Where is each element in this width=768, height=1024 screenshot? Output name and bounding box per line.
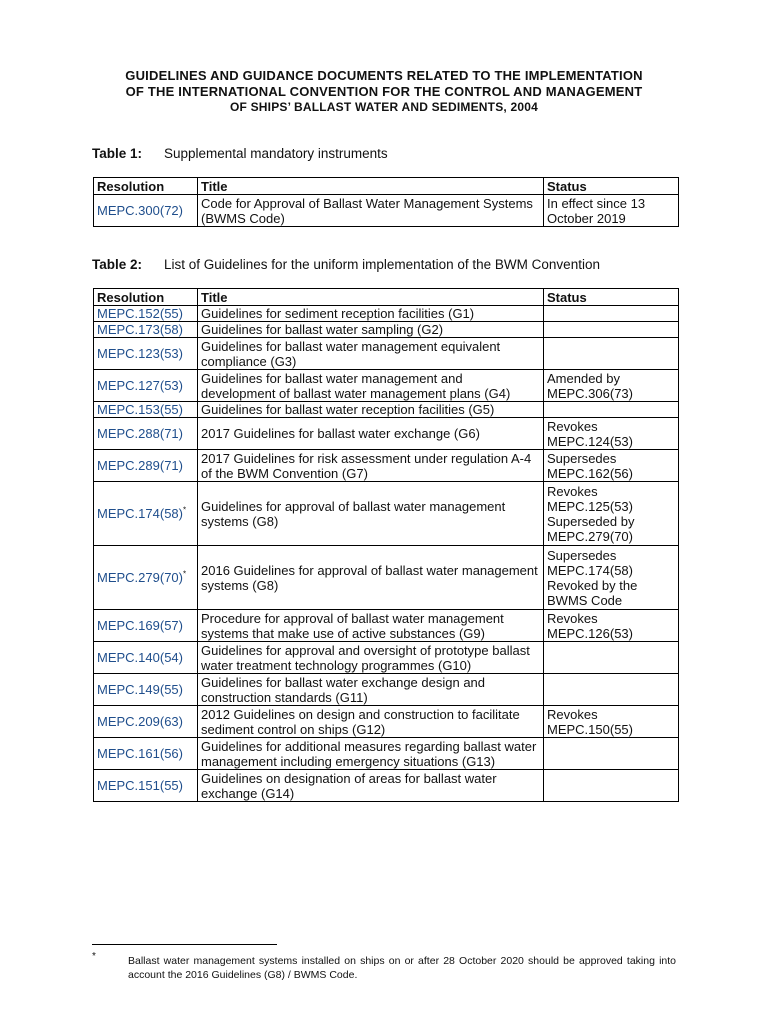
resolution-link[interactable] [94,306,198,322]
table2-header-row [94,289,679,306]
status-cell [544,674,679,706]
table-row [94,370,679,402]
table-row [94,482,679,546]
title-cell: Guidelines for sediment reception facilities (G1) [198,306,544,322]
resolution-link[interactable] [94,642,198,674]
table-row [94,770,679,802]
resolution-text: MEPC.140(54) [97,650,183,665]
table1-header-title: Title [198,178,544,195]
table-row [94,642,679,674]
status-cell: Revokes MEPC.125(53) Superseded by MEPC.279(70) [544,482,679,546]
title-cell: Guidelines for approval and oversight of prototype ballast water treatment technology programmes (G10) [198,642,544,674]
title-cell: 2017 Guidelines for ballast water exchange (G6) [198,418,544,450]
resolution-link[interactable] [94,738,198,770]
footnote-ref[interactable]: * [182,505,187,515]
title-cell: Guidelines for ballast water reception facilities (G5) [198,402,544,418]
resolution-text: MEPC.289(71) [97,458,183,473]
table-row [94,322,679,338]
doc-heading-line1: GUIDELINES AND GUIDANCE DOCUMENTS RELATED TO THE IMPLEMENTATION [125,68,643,83]
table-row [94,674,679,706]
resolution-text: MEPC.279(70) [97,570,183,585]
resolution-link[interactable] [94,370,198,402]
table2-caption-text: List of Guidelines for the uniform implementation of the BWM Convention [164,257,600,272]
title-cell: Guidelines for additional measures regarding ballast water management including emergency situations (G13) [198,738,544,770]
table-row [94,195,679,227]
footnote-text: Ballast water management systems installed on ships on or after 28 October 2020 should be approved taking into account the 2016 Guidelines (G8) / BWMS Code. [128,955,676,981]
title-cell: Guidelines for ballast water sampling (G2) [198,322,544,338]
doc-heading-line3: OF SHIPS’ BALLAST WATER AND SEDIMENTS, 2004 [230,100,538,114]
table-row [94,610,679,642]
resolution-text: MEPC.123(53) [97,346,183,361]
title-cell: Guidelines for ballast water exchange design and construction standards (G11) [198,674,544,706]
resolution-text: MEPC.161(56) [97,746,183,761]
title-cell: Guidelines on designation of areas for ballast water exchange (G14) [198,770,544,802]
resolution-link[interactable] [94,674,198,706]
resolution-text: MEPC.169(57) [97,618,183,633]
status-cell: Revokes MEPC.126(53) [544,610,679,642]
title-cell: Guidelines for ballast water management and development of ballast water management plans (G4) [198,370,544,402]
table1-header-status: Status [544,178,679,195]
status-cell [544,770,679,802]
table-row [94,706,679,738]
table1-header-resolution: Resolution [94,178,198,195]
resolution-text: MEPC.152(55) [97,306,183,321]
title-cell: Guidelines for ballast water management equivalent compliance (G3) [198,338,544,370]
resolution-link[interactable] [94,402,198,418]
status-cell: Amended by MEPC.306(73) [544,370,679,402]
table2-header-title: Title [198,289,544,306]
resolution-text: MEPC.127(53) [97,378,183,393]
table2-caption [92,257,600,272]
title-cell: Code for Approval of Ballast Water Management Systems (BWMS Code) [198,195,544,227]
resolution-text: MEPC.149(55) [97,682,183,697]
table-row [94,338,679,370]
status-cell [544,738,679,770]
doc-heading-line2: OF THE INTERNATIONAL CONVENTION FOR THE CONTROL AND MANAGEMENT [125,84,643,99]
resolution-link[interactable] [94,706,198,738]
status-cell: Supersedes MEPC.162(56) [544,450,679,482]
status-cell: In effect since 13 October 2019 [544,195,679,227]
status-cell [544,306,679,322]
resolution-text: MEPC.153(55) [97,402,183,417]
resolution-text: MEPC.288(71) [97,426,183,441]
status-cell: Revokes MEPC.150(55) [544,706,679,738]
status-cell: Supersedes MEPC.174(58) Revoked by the BWMS Code [544,546,679,610]
table-row [94,306,679,322]
resolution-text: MEPC.151(55) [97,778,183,793]
title-cell: 2017 Guidelines for risk assessment under regulation A-4 of the BWM Convention (G7) [198,450,544,482]
resolution-link[interactable] [94,546,198,610]
resolution-link[interactable] [94,450,198,482]
table-row [94,418,679,450]
footnote-ref[interactable]: * [182,569,187,579]
table1-caption [92,146,388,161]
resolution-text: MEPC.173(58) [97,322,183,337]
resolution-link[interactable] [94,770,198,802]
table2-label: Table 2: [92,257,143,272]
title-cell: 2016 Guidelines for approval of ballast water management systems (G8) [198,546,544,610]
resolution-link[interactable] [94,610,198,642]
status-cell [544,322,679,338]
table-row [94,402,679,418]
status-cell [544,338,679,370]
table2-header-resolution: Resolution [94,289,198,306]
resolution-link[interactable] [94,338,198,370]
title-cell: Procedure for approval of ballast water management systems that make use of active substances (G9) [198,610,544,642]
footnote-mark: * [92,951,96,962]
title-cell: Guidelines for approval of ballast water management systems (G8) [198,482,544,546]
resolution-text: MEPC.174(58) [97,506,183,521]
status-cell: Revokes MEPC.124(53) [544,418,679,450]
resolution-link[interactable] [94,482,198,546]
resolution-link[interactable]: MEPC.300(72) [94,195,198,227]
table-row [94,738,679,770]
title-cell: 2012 Guidelines on design and construction to facilitate sediment control on ships (G12) [198,706,544,738]
footnote-divider [92,944,277,945]
resolution-link[interactable] [94,418,198,450]
status-cell [544,402,679,418]
resolution-link[interactable] [94,322,198,338]
table1-header-row [94,178,679,195]
table2 [93,288,679,802]
table-row [94,546,679,610]
table1 [93,177,679,227]
table-row [94,450,679,482]
table1-label: Table 1: [92,146,143,161]
table2-header-status: Status [544,289,679,306]
resolution-text: MEPC.209(63) [97,714,183,729]
table1-caption-text: Supplemental mandatory instruments [164,146,388,161]
status-cell [544,642,679,674]
